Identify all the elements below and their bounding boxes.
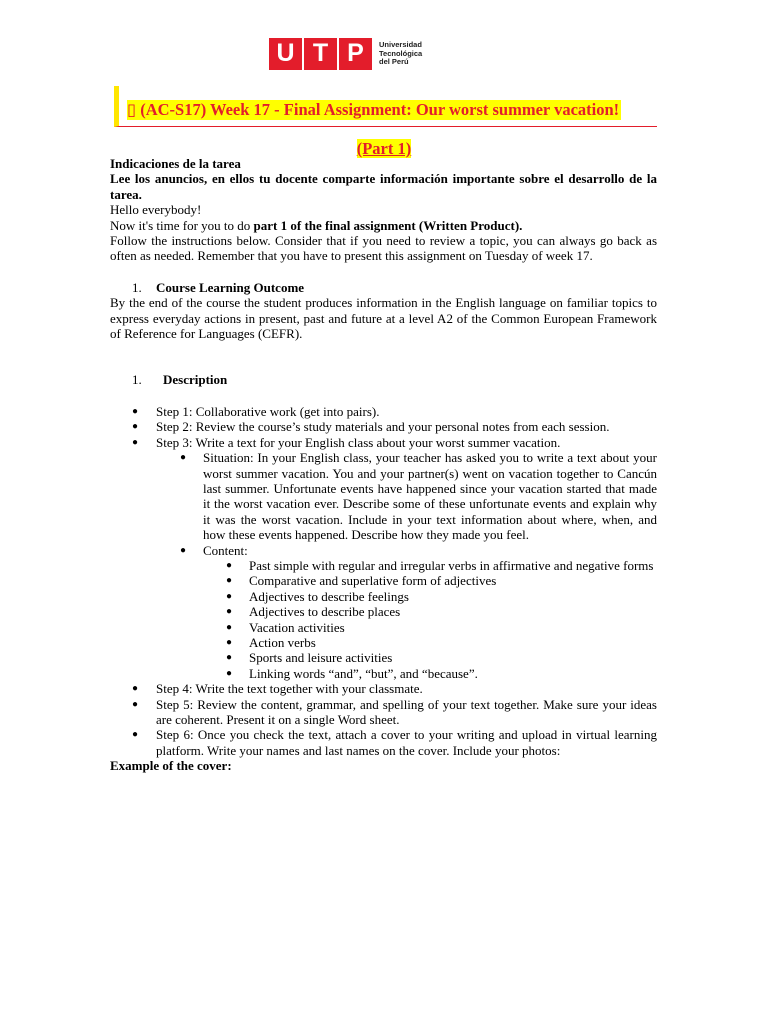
- list-item: [110, 404, 657, 419]
- indicaciones-text: Lee los anuncios, en ellos tu docente comparte información importante sobre el desarrollo de la tarea.: [110, 171, 657, 202]
- bullet-icon: ●: [226, 621, 233, 633]
- bullet-icon: ●: [132, 405, 139, 417]
- assignment-title: ▯ (AC-S17) Week 17 - Final Assignment: Our worst summer vacation!: [127, 100, 620, 119]
- list-item: [110, 727, 657, 758]
- content-items-list: [203, 558, 657, 681]
- bullet-icon: ●: [132, 683, 139, 695]
- intro-pre: Now it's time for you to do: [110, 217, 254, 233]
- outcome-heading: [110, 280, 657, 295]
- bullet-icon: ●: [226, 590, 233, 602]
- logo-letter-t: T: [304, 38, 337, 70]
- list-item: [110, 681, 657, 696]
- logo-letter-u: U: [269, 38, 302, 70]
- content-item: Sports and leisure activities: [249, 650, 393, 666]
- part-label: (Part 1): [356, 139, 412, 158]
- list-item: [110, 666, 657, 681]
- bullet-icon: ●: [226, 667, 233, 679]
- step-5: Step 5: Review the content, grammar, and spelling of your text together. Make sure your ideas are coherent. Present it on a single Word sheet.: [156, 696, 657, 727]
- content-item: Action verbs: [249, 634, 316, 650]
- bullet-icon: ●: [226, 636, 233, 648]
- list-item: [110, 450, 657, 542]
- logo-line-2: Tecnológica: [379, 48, 423, 58]
- outcome-number: 1.: [132, 279, 142, 295]
- list-item: [110, 635, 657, 650]
- logo-letter-p: P: [339, 38, 372, 70]
- assignment-title-bar: [114, 86, 657, 127]
- step-6: Step 6: Once you check the text, attach a cover to your writing and upload in virtual learning platform. Write your names and last names on the cover. Include your photos:: [156, 727, 657, 758]
- bullet-icon: ●: [180, 544, 187, 556]
- step-1: Step 1: Collaborative work (get into pairs).: [156, 403, 380, 419]
- content-label: Content:: [203, 542, 248, 558]
- list-item: [110, 573, 657, 588]
- step-3-sublist: [156, 450, 657, 681]
- bullet-icon: ●: [132, 698, 139, 710]
- intro-bold: part 1 of the final assignment (Written Product).: [253, 217, 523, 233]
- intro-line: [110, 218, 657, 233]
- step-4: Step 4: Write the text together with your classmate.: [156, 681, 423, 697]
- intro-follow: Follow the instructions below. Consider that if you need to review a topic, you can always go back as often as needed. Remember that you have to present this assignment on Tuesday of week 17.: [110, 233, 657, 264]
- example-cover-label: Example of the cover:: [110, 758, 232, 774]
- bullet-icon: ●: [180, 452, 187, 464]
- bullet-icon: ●: [132, 421, 139, 433]
- bullet-icon: ●: [226, 652, 233, 664]
- outcome-text: By the end of the course the student produces information in the English language on familiar topics to express everyday actions in present, past and future at a level A2 of the Common European Framework of Reference for Languages (CEFR).: [110, 295, 657, 342]
- list-item: [110, 419, 657, 434]
- list-item: [110, 697, 657, 728]
- utp-logo: [269, 38, 449, 70]
- content-item: Linking words “and”, “but”, and “because”.: [249, 665, 478, 681]
- bullet-icon: ●: [226, 575, 233, 587]
- description-number: 1.: [132, 372, 142, 388]
- steps-list: [110, 404, 657, 758]
- bullet-icon: ●: [226, 606, 233, 618]
- bullet-icon: ●: [132, 436, 139, 448]
- list-item: [110, 589, 657, 604]
- indicaciones-heading: Indicaciones de la tarea: [110, 156, 241, 171]
- list-item: [110, 558, 657, 573]
- content-item: Adjectives to describe feelings: [249, 588, 409, 604]
- content-item: Comparative and superlative form of adjectives: [249, 573, 497, 589]
- logo-line-3: del Perú: [379, 57, 409, 67]
- step-3: Step 3: Write a text for your English class about your worst summer vacation.: [156, 434, 561, 450]
- greeting: Hello everybody!: [110, 202, 202, 218]
- bullet-icon: ●: [132, 729, 139, 741]
- description-title: Description: [163, 372, 228, 388]
- outcome-title: Course Learning Outcome: [156, 279, 305, 295]
- description-heading: [110, 372, 657, 387]
- bullet-icon: ●: [226, 559, 233, 571]
- list-item: [110, 543, 657, 682]
- list-item: [110, 650, 657, 665]
- content-item: Adjectives to describe places: [249, 604, 401, 620]
- logo-line-1: Universidad: [379, 40, 422, 50]
- logo-university-name: [379, 41, 449, 67]
- list-item: [110, 604, 657, 619]
- step-2: Step 2: Review the course’s study materials and your personal notes from each session.: [156, 419, 610, 435]
- list-item: [110, 620, 657, 635]
- list-item: [110, 435, 657, 682]
- content-item: Vacation activities: [249, 619, 345, 635]
- document-body: [110, 156, 657, 774]
- content-item: Past simple with regular and irregular verbs in affirmative and negative forms: [249, 557, 654, 573]
- situation-text: Situation: In your English class, your teacher has asked you to write a text about your worst summer vacation. You and your partner(s) went on vacation together to Cancún last summer. Unfortunate events have happened since your vacation started that made it the worst vacation ever. Describe some of these unfortunate events and explain why it was the worst vacation. Include in your text information about where, when, and how these events happened. Describe how they made you feel.: [203, 450, 657, 543]
